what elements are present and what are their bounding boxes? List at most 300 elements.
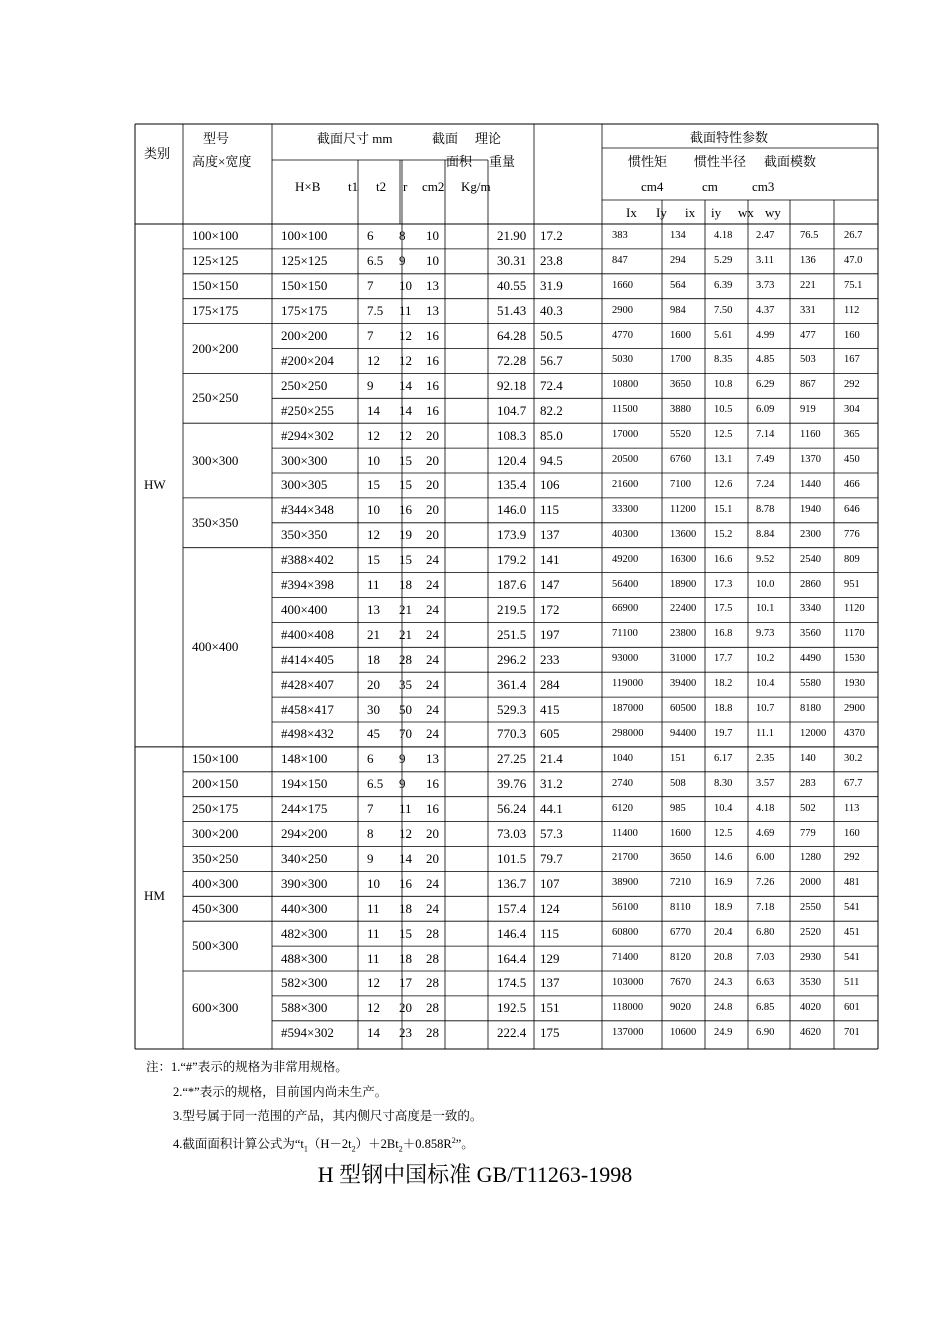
table-cell: 251.5 [497, 626, 527, 642]
table-cell: 21.4 [540, 751, 563, 767]
table-cell: 50 [399, 701, 412, 717]
table-cell: 3560 [800, 628, 821, 640]
table-cell: 14 [367, 402, 380, 418]
table-cell: 809 [844, 553, 860, 565]
table-cell: 2300 [800, 528, 821, 540]
table-cell: 100×100 [281, 228, 328, 244]
table-cell: 151 [670, 752, 686, 764]
table-cell: 867 [800, 379, 816, 391]
header-model-line1: 型号 [203, 131, 230, 146]
model-group-label: 300×300 [192, 452, 239, 468]
table-cell: 541 [844, 952, 860, 964]
table-cell: 601 [844, 1001, 860, 1013]
table-cell: 2540 [800, 553, 821, 565]
table-cell: 115 [540, 502, 560, 518]
table-cell: 2740 [612, 777, 633, 789]
table-cell: 118000 [612, 1001, 644, 1013]
table-cell: 1700 [670, 354, 691, 366]
table-cell: 14 [399, 402, 412, 418]
table-cell: 4020 [800, 1001, 821, 1013]
table-cell: 541 [844, 902, 860, 914]
table-cell: 219.5 [497, 601, 527, 617]
table-cell: 582×300 [281, 975, 328, 991]
model-group-label: 450×300 [192, 900, 239, 916]
table-cell: 15 [399, 477, 412, 493]
table-cell: 17.5 [714, 603, 733, 615]
table-cell: 31.9 [540, 278, 563, 294]
table-cell: 67.7 [844, 777, 863, 789]
table-cell: 415 [540, 701, 560, 717]
table-cell: 28 [426, 1000, 439, 1016]
table-cell: 112 [844, 304, 860, 316]
table-cell: 11 [367, 900, 380, 916]
table-cell: 18 [399, 577, 412, 593]
table-cell: 16 [399, 875, 412, 891]
table-cell: 10 [367, 452, 380, 468]
table-cell: 502 [800, 802, 816, 814]
table-cell: 120.4 [497, 452, 527, 468]
table-cell: 16 [426, 352, 439, 368]
table-cell: 17000 [612, 429, 639, 441]
table-cell: 157.4 [497, 900, 527, 916]
table-cell: 12 [399, 352, 412, 368]
table-cell: 3.73 [756, 279, 775, 291]
table-cell: 101.5 [497, 850, 527, 866]
table-cell: 39400 [670, 678, 697, 690]
table-cell: 106 [540, 477, 560, 493]
table-cell: 2900 [612, 304, 633, 316]
table-cell: 244×175 [281, 801, 328, 817]
table-cell: 24.9 [714, 1026, 733, 1038]
table-cell: 12 [399, 826, 412, 842]
model-group-label: 200×150 [192, 776, 239, 792]
table-cell: 66900 [612, 603, 639, 615]
table-cell: 21 [399, 626, 412, 642]
header-ix: ix [685, 205, 696, 220]
table-cell: 24 [426, 676, 439, 692]
table-cell: 7.03 [756, 952, 775, 964]
header-inertia: 惯性矩 [628, 154, 668, 169]
table-cell: 451 [844, 927, 860, 939]
table-cell: 12 [399, 427, 412, 443]
header-iy: iy [711, 205, 722, 220]
table-cell: 5.61 [714, 329, 733, 341]
table-cell: 24 [426, 577, 439, 593]
table-cell: 508 [670, 777, 686, 789]
table-cell: 250×250 [281, 377, 328, 393]
table-cell: 10600 [670, 1026, 697, 1038]
table-cell: 2.35 [756, 752, 775, 764]
table-cell: 951 [844, 578, 860, 590]
table-cell: 4770 [612, 329, 633, 341]
table-cell: 20.4 [714, 927, 733, 939]
table-cell: 71400 [612, 952, 639, 964]
table-cell: 7210 [670, 877, 691, 889]
table-cell: 646 [844, 503, 860, 515]
table-cell: 72.28 [497, 352, 527, 368]
table-cell: 9 [367, 850, 374, 866]
header-Ix: Ix [626, 205, 637, 220]
table-cell: #400×408 [281, 626, 334, 642]
table-cell: 17 [399, 975, 412, 991]
table-cell: 919 [800, 404, 816, 416]
category-label: HW [144, 477, 166, 493]
table-cell: 19.7 [714, 727, 733, 739]
table-cell: #344×348 [281, 502, 334, 518]
table-cell: 4.69 [756, 827, 775, 839]
table-cell: 9 [399, 751, 406, 767]
table-cell: 173.9 [497, 527, 527, 543]
document-title: H 型钢中国标准 GB/T11263-1998 [317, 1162, 633, 1187]
table-cell: 192.5 [497, 1000, 527, 1016]
table-cell: 70 [399, 726, 412, 742]
table-cell: 16 [426, 776, 439, 792]
table-cell: 12 [367, 352, 380, 368]
table-cell: 30 [367, 701, 380, 717]
table-cell: 15 [399, 452, 412, 468]
table-cell: 16 [426, 328, 439, 344]
table-cell: 8.35 [714, 354, 733, 366]
table-cell: 20 [426, 502, 439, 518]
table-cell: 284 [540, 676, 560, 692]
table-cell: 82.2 [540, 402, 563, 418]
header-area-line1: 截面 [432, 131, 459, 146]
table-cell: 18 [399, 950, 412, 966]
header-props-title: 截面特性参数 [690, 130, 769, 145]
table-cell: 5520 [670, 429, 691, 441]
table-cell: 28 [426, 950, 439, 966]
table-cell: 4.85 [756, 354, 775, 366]
table-cell: 2.47 [756, 229, 775, 241]
table-cell: 20 [367, 676, 380, 692]
table-cell: 57.3 [540, 826, 563, 842]
table-cell: 450 [844, 454, 860, 466]
table-cell: 7100 [670, 478, 691, 490]
table-cell: 71100 [612, 628, 638, 640]
model-group-label: 250×175 [192, 801, 239, 817]
header-wy: wy [765, 205, 781, 220]
table-cell: 15 [399, 925, 412, 941]
table-cell: 1530 [844, 653, 865, 665]
table-cell: #200×204 [281, 352, 334, 368]
table-cell: 21.90 [497, 228, 527, 244]
table-cell: 15 [367, 552, 380, 568]
table-cell: #388×402 [281, 552, 334, 568]
table-cell: 8.30 [714, 777, 733, 789]
table-cell: 56.7 [540, 352, 563, 368]
table-cell: 12 [367, 427, 380, 443]
table-cell: 481 [844, 877, 860, 889]
table-cell: 164.4 [497, 950, 527, 966]
table-cell: 20 [426, 477, 439, 493]
notes [146, 1055, 482, 1162]
table-cell: 984 [670, 304, 686, 316]
header-model-line2: 高度×宽度 [192, 154, 252, 169]
table-cell: 482×300 [281, 925, 328, 941]
table-cell: 26.7 [844, 229, 863, 241]
table-cell: 20 [426, 427, 439, 443]
table-cell: 5030 [612, 354, 633, 366]
table-cell: 2860 [800, 578, 821, 590]
table-cell: 24 [426, 701, 439, 717]
table-cell: 4.99 [756, 329, 775, 341]
table-cell: 47.0 [844, 254, 863, 266]
table-cell: 11 [399, 303, 412, 319]
table-cell: 14 [399, 850, 412, 866]
table-cell: 8120 [670, 952, 691, 964]
table-cell: 12.6 [714, 478, 733, 490]
table-cell: 1600 [670, 827, 691, 839]
model-group-label: 350×350 [192, 514, 239, 530]
table-cell: 56.24 [497, 801, 527, 817]
table-cell: 12000 [800, 727, 827, 739]
table-cell: 45 [367, 726, 380, 742]
table-cell: 104.7 [497, 402, 527, 418]
table-cell: 296.2 [497, 651, 527, 667]
table-cell: 129 [540, 950, 560, 966]
table-cell: 10 [426, 253, 439, 269]
table-cell: 10 [367, 502, 380, 518]
table-cell: 10.4 [756, 678, 775, 690]
table-cell: 200×200 [281, 328, 328, 344]
table-cell: 466 [844, 478, 860, 490]
table-cell: 20.8 [714, 952, 733, 964]
table-cell: 12 [367, 975, 380, 991]
table-cell: 167 [844, 354, 860, 366]
table-cell: 49200 [612, 553, 639, 565]
table-cell: 30.31 [497, 253, 527, 269]
table-cell: 13600 [670, 528, 697, 540]
table-cell: 11500 [612, 404, 638, 416]
table-cell: 222.4 [497, 1025, 527, 1041]
table-cell: 4620 [800, 1026, 821, 1038]
table-cell: 7 [367, 278, 374, 294]
table-cell: 115 [540, 925, 560, 941]
table-cell: 18.8 [714, 703, 733, 715]
table-cell: 350×350 [281, 527, 328, 543]
table-cell: 3.11 [756, 254, 774, 266]
header-weight-line2: 重量 [489, 154, 516, 169]
table-cell: 13.1 [714, 454, 733, 466]
table-cell: 28 [399, 651, 412, 667]
table-cell: 6.29 [756, 379, 775, 391]
header-cm: cm [702, 179, 718, 194]
table-cell: 298000 [612, 727, 644, 739]
table-cell: #250×255 [281, 402, 334, 418]
table-cell: 44.1 [540, 801, 563, 817]
model-group-label: 150×150 [192, 278, 239, 294]
table-cell: 9 [399, 776, 406, 792]
table-cell: 33300 [612, 503, 639, 515]
table-cell: 10.4 [714, 802, 733, 814]
table-cell: 233 [540, 651, 560, 667]
table-cell: 4.18 [714, 229, 733, 241]
table-cell: 103000 [612, 976, 644, 988]
table-cell: 400×400 [281, 601, 328, 617]
table-cell: 28 [426, 1025, 439, 1041]
table-cell: 985 [670, 802, 686, 814]
table-cell: 5580 [800, 678, 821, 690]
table-cell: 776 [844, 528, 860, 540]
table-cell: 11.1 [756, 727, 774, 739]
note-3: 3.型号属于同一范围的产品，其内侧尺寸高度是一致的。 [173, 1109, 483, 1123]
table-cell: 1600 [670, 329, 691, 341]
table-cell: 30.2 [844, 752, 863, 764]
table-cell: 10.7 [756, 703, 775, 715]
table-cell: 146.0 [497, 502, 527, 518]
model-group-label: 150×100 [192, 751, 239, 767]
table-cell: 14 [367, 1025, 380, 1041]
table-cell: 6770 [670, 927, 691, 939]
table-cell: 24 [426, 552, 439, 568]
table-cell: 9 [367, 377, 374, 393]
table-cell: 4370 [844, 727, 865, 739]
table-cell: 20 [426, 452, 439, 468]
table-cell: 76.5 [800, 229, 819, 241]
table-cell: 12.5 [714, 429, 733, 441]
table-cell: 3650 [670, 379, 691, 391]
table-cell: 847 [612, 254, 628, 266]
table-cell: 7.26 [756, 877, 775, 889]
table-cell: 147 [540, 577, 560, 593]
table-cell: 1120 [844, 603, 865, 615]
table-cell: 56400 [612, 578, 639, 590]
header-cm4: cm4 [641, 179, 664, 194]
table-cell: 10 [367, 875, 380, 891]
header-Iy: Iy [656, 205, 667, 220]
table-cell: #294×302 [281, 427, 334, 443]
table-cell: 18 [367, 651, 380, 667]
table-cell: 1930 [844, 678, 865, 690]
table-cell: 35 [399, 676, 412, 692]
table-cell: 141 [540, 552, 560, 568]
table-cell: 294 [670, 254, 686, 266]
table-cell: 146.4 [497, 925, 527, 941]
table-cell: 125×125 [281, 253, 328, 269]
table-cell: 9020 [670, 1001, 691, 1013]
table-cell: 73.03 [497, 826, 527, 842]
table-cell: #414×405 [281, 651, 334, 667]
table-cell: 10.2 [756, 653, 775, 665]
table-cell: 6.39 [714, 279, 733, 291]
table-cell: 172 [540, 601, 560, 617]
model-group-label: 125×125 [192, 253, 239, 269]
header-category: 类别 [144, 146, 171, 161]
table-cell: 93000 [612, 653, 639, 665]
table-cell: 31000 [670, 653, 697, 665]
header-weight-line1: 理论 [475, 131, 502, 146]
table-cell: #498×432 [281, 726, 334, 742]
table-cell: 56100 [612, 902, 639, 914]
table-cell: 511 [844, 976, 860, 988]
table-cell: 12 [399, 328, 412, 344]
table-cell: 28 [426, 975, 439, 991]
table-cell: 9 [399, 253, 406, 269]
table-cell: 94.5 [540, 452, 563, 468]
table-cell: 16 [399, 502, 412, 518]
table-cell: 21700 [612, 852, 639, 864]
table-cell: 6 [367, 751, 374, 767]
table-cell: 39.76 [497, 776, 527, 792]
table-cell: 64.28 [497, 328, 527, 344]
table-cell: 21600 [612, 478, 639, 490]
table-cell: 17.3 [714, 578, 733, 590]
table-cell: 440×300 [281, 900, 328, 916]
table-cell: 1040 [612, 752, 633, 764]
table-cell: 148×100 [281, 751, 328, 767]
table-cell: 7.18 [756, 902, 775, 914]
table-cell: 7670 [670, 976, 691, 988]
table-cell: 10800 [612, 379, 639, 391]
table-cell: 300×305 [281, 477, 328, 493]
table-cell: 23 [399, 1025, 412, 1041]
table-cell: 6.63 [756, 976, 775, 988]
table-cell: 588×300 [281, 1000, 328, 1016]
table-cell: 19 [399, 527, 412, 543]
table-cell: 7.49 [756, 454, 775, 466]
table-cell: 24 [426, 726, 439, 742]
table-cell: 79.7 [540, 850, 563, 866]
table-cell: 3340 [800, 603, 821, 615]
table-cell: 6.00 [756, 852, 775, 864]
table-cell: 6120 [612, 802, 633, 814]
table-cell: 11400 [612, 827, 638, 839]
table-cell: 113 [844, 802, 860, 814]
table-cell: 50.5 [540, 328, 563, 344]
header-cm3: cm3 [752, 179, 775, 194]
table-cell: 175×175 [281, 303, 328, 319]
table-cell: 1160 [800, 429, 821, 441]
table-cell: 15 [399, 552, 412, 568]
table-cell: 361.4 [497, 676, 527, 692]
table-cell: 16300 [670, 553, 697, 565]
table-cell: 8110 [670, 902, 691, 914]
table-cell: 194×150 [281, 776, 328, 792]
model-group-label: 400×300 [192, 875, 239, 891]
table-cell: 40.3 [540, 303, 563, 319]
table-cell: 488×300 [281, 950, 328, 966]
table-cell: 383 [612, 229, 628, 241]
table-cell: 283 [800, 777, 816, 789]
table-cell: 7 [367, 328, 374, 344]
table-cell: 137 [540, 527, 560, 543]
table-cell: 134 [670, 229, 686, 241]
table-cell: 150×150 [281, 278, 328, 294]
table-cell: 300×300 [281, 452, 328, 468]
model-group-label: 100×100 [192, 228, 239, 244]
table-cell: 24 [426, 875, 439, 891]
table-cell: 2550 [800, 902, 821, 914]
table-cell: 14.6 [714, 852, 733, 864]
table-cell: 24.8 [714, 1001, 733, 1013]
table-cell: 10.1 [756, 603, 775, 615]
table-cell: 17.7 [714, 653, 733, 665]
table-cell: 4.18 [756, 802, 775, 814]
table-cell: 20 [426, 527, 439, 543]
table-cell: 23800 [670, 628, 697, 640]
table-cell: 11200 [670, 503, 696, 515]
table-cell: 3880 [670, 404, 691, 416]
header-t2: t2 [376, 179, 387, 194]
model-group-label: 175×175 [192, 303, 239, 319]
table-cell: 20 [426, 850, 439, 866]
table-cell: 18.2 [714, 678, 733, 690]
table-cell: 136 [800, 254, 816, 266]
table-cell: 1940 [800, 503, 821, 515]
table-cell: 340×250 [281, 850, 328, 866]
table-cell: 12.5 [714, 827, 733, 839]
table-cell: 15 [367, 477, 380, 493]
